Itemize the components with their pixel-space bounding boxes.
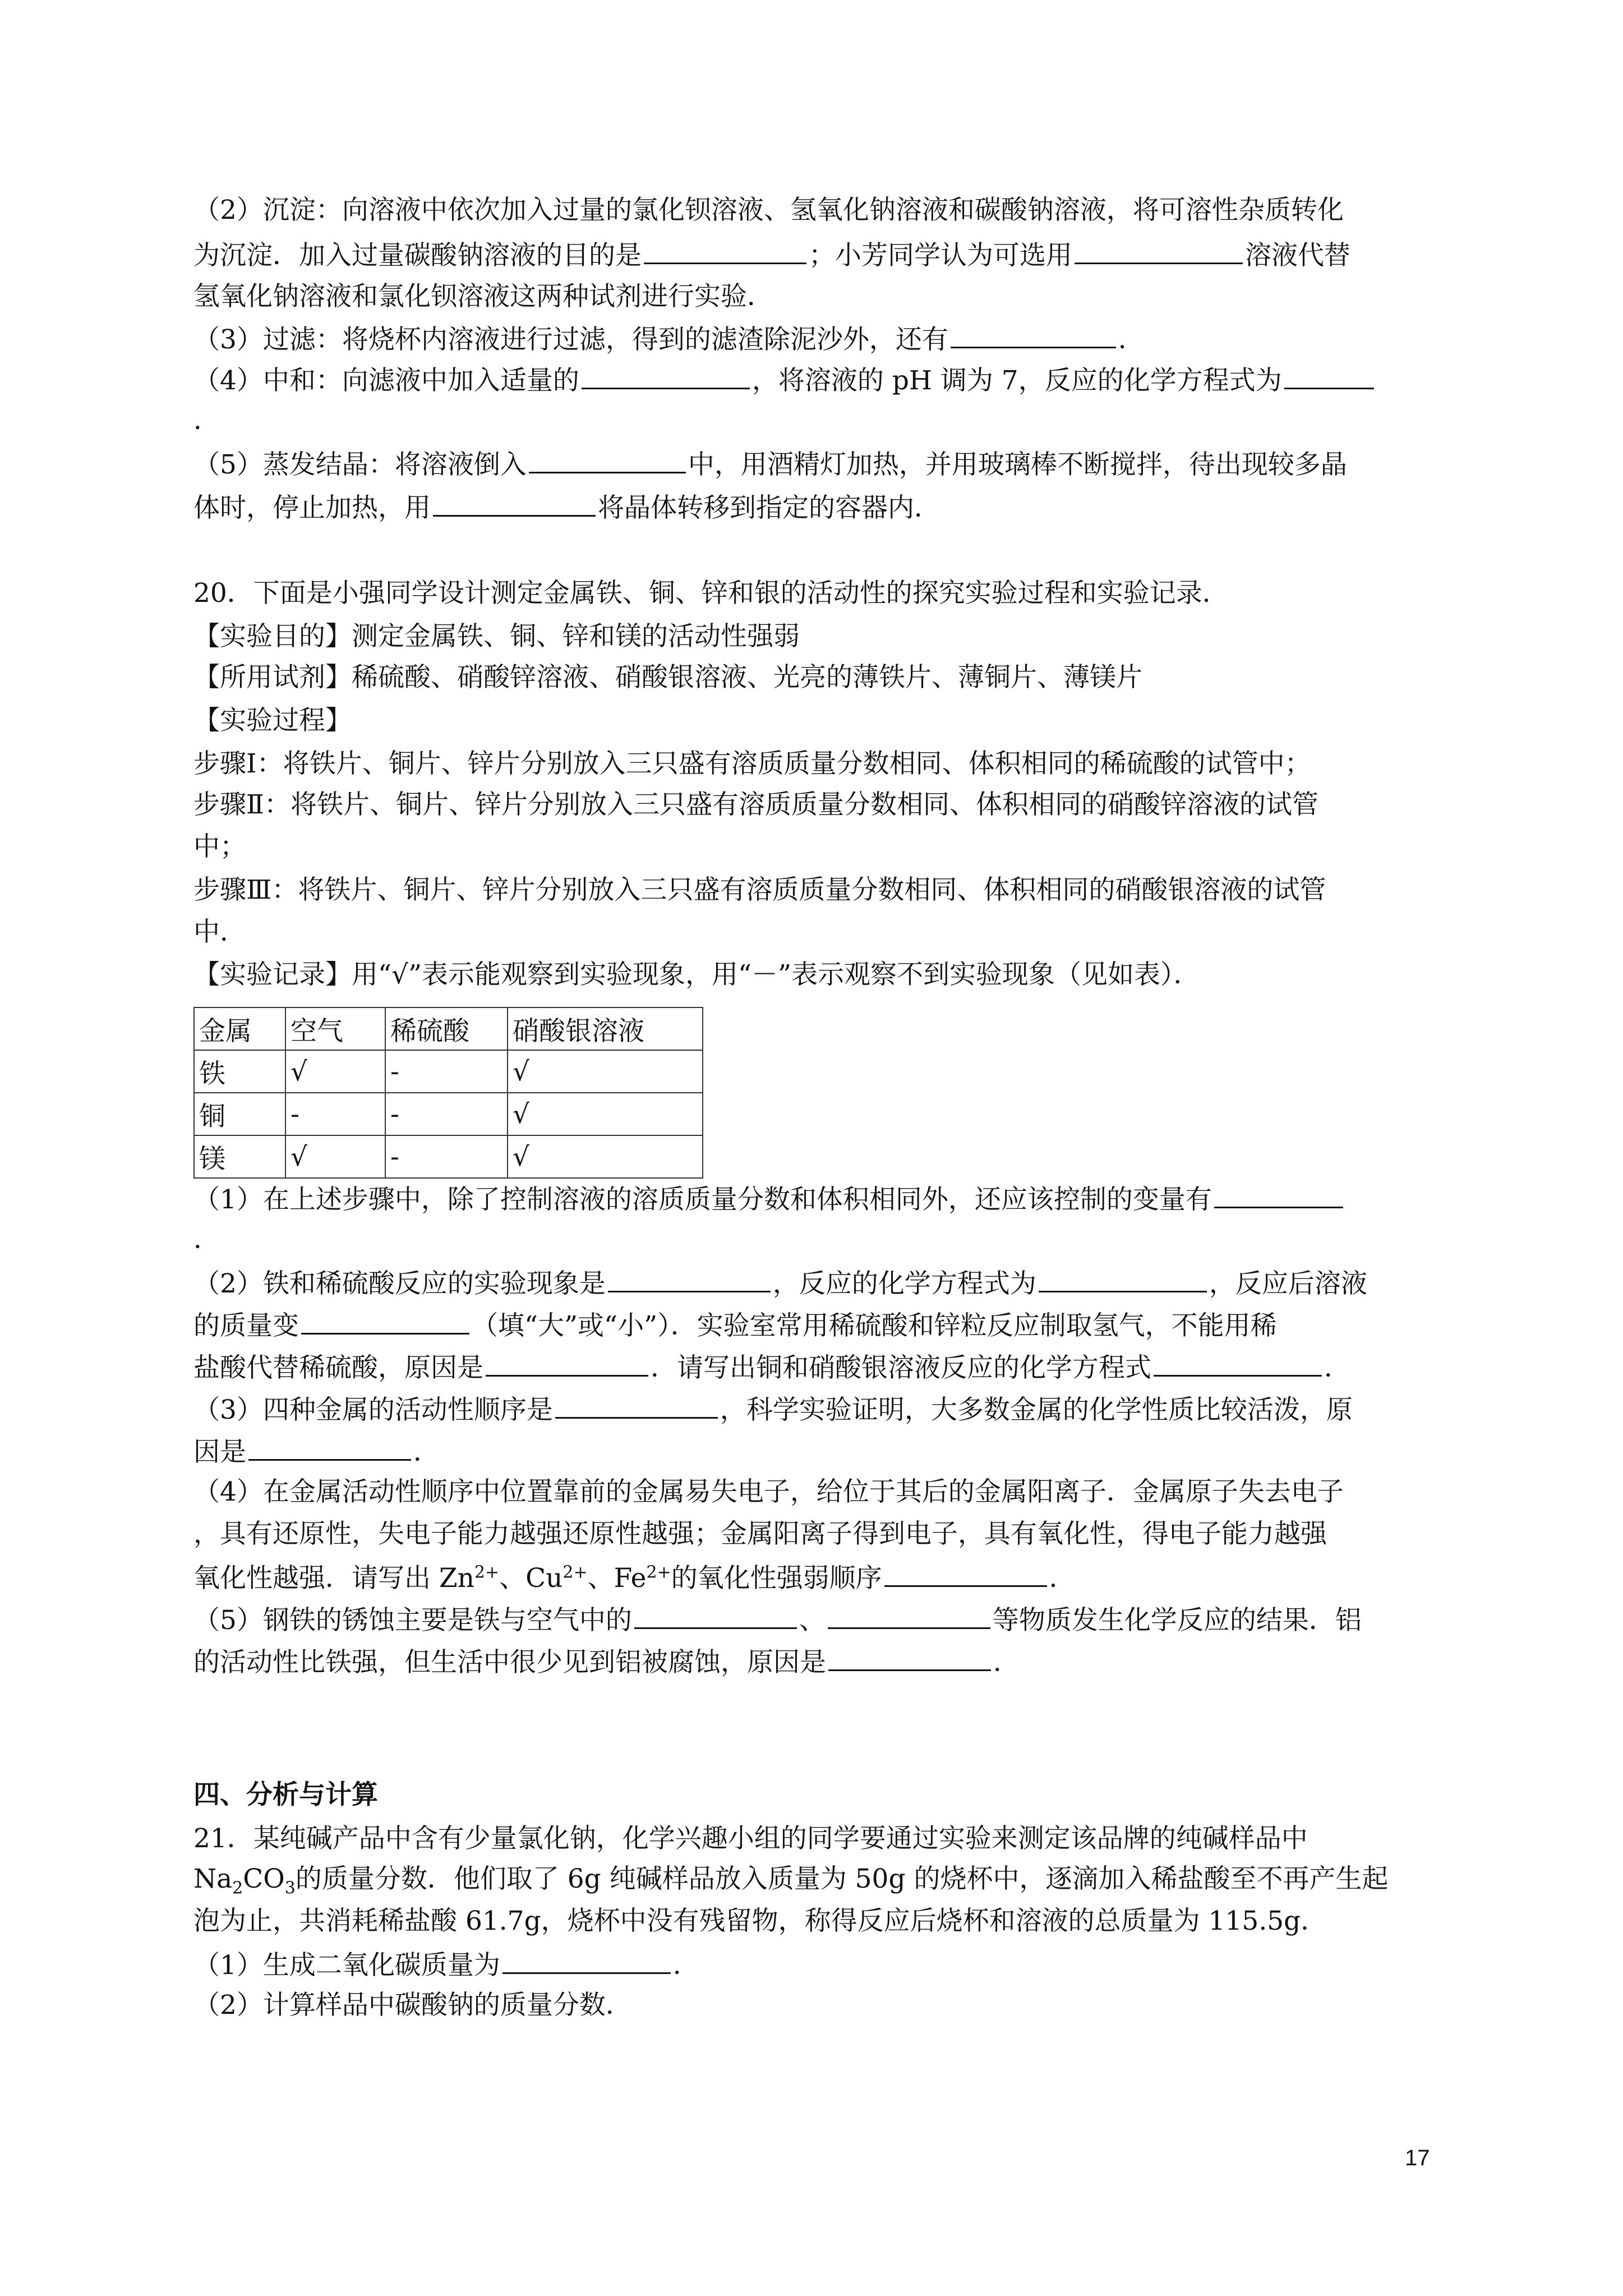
table-row <box>194 1135 703 1178</box>
q19-text: ． <box>1118 324 1145 355</box>
q20-part2-line2 <box>193 1307 1277 1343</box>
answer-blank[interactable] <box>634 1602 797 1629</box>
answer-blank[interactable] <box>1214 1181 1343 1208</box>
q20-step3 <box>193 873 1326 907</box>
table-cell: 铜 <box>194 1093 285 1135</box>
q20-step1 <box>193 747 1311 781</box>
answer-blank[interactable] <box>248 1433 411 1461</box>
table-cell: √ <box>285 1135 385 1178</box>
page-number: 17 <box>1405 2146 1430 2170</box>
q20-intro <box>193 577 1229 610</box>
table-header-cell: 稀硫酸 <box>385 1007 508 1050</box>
copper-ion: Cu <box>525 1563 563 1594</box>
q21-intro <box>193 1822 1308 1856</box>
iron-ion: Fe <box>614 1563 647 1594</box>
carbonate-symbol: CO <box>243 1864 285 1894</box>
q20-part2 <box>193 1265 1367 1301</box>
table-cell: - <box>385 1093 508 1135</box>
table-cell: √ <box>508 1093 703 1135</box>
ion-charge: 2+ <box>646 1562 671 1582</box>
q20-step1-text: 步骤Ⅰ：将铁片、铜片、锌片分别放入三只盛有溶质质量分数相同、体积相同的稀硫酸的试管中； <box>193 748 1311 779</box>
q20-part1-cont <box>193 1223 220 1257</box>
q20-part1-text: （1）在上述步骤中，除了控制溶液的溶质质量分数和体积相同外，还应该控制的变量有 <box>193 1184 1212 1215</box>
q20-record <box>193 958 1200 992</box>
ion-charge: 2+ <box>474 1562 500 1582</box>
q20-intro-text: 20．下面是小强同学设计测定金属铁、铜、锌和银的活动性的探究实验过程和实验记录． <box>193 578 1229 609</box>
q19-text: 中，用酒精灯加热，并用玻璃棒不断搅拌，待出现较多晶 <box>688 449 1347 480</box>
answer-blank[interactable] <box>433 489 596 517</box>
answer-blank[interactable] <box>884 1559 1047 1587</box>
q20-part5-text: （5）钢铁的锈蚀主要是铁与空气中的 <box>193 1605 632 1636</box>
table-header-row <box>194 1007 703 1050</box>
answer-blank[interactable] <box>1075 237 1243 264</box>
q20-part5-line2 <box>193 1644 1020 1680</box>
q21-text: 21．某纯碱产品中含有少量氯化钠，化学兴趣小组的同学要通过实验来测定该品牌的纯碱样品中 <box>193 1823 1308 1854</box>
q20-step2 <box>193 788 1318 822</box>
table-header-cell: 金属 <box>194 1007 285 1050</box>
q20-step3-cont <box>193 915 246 949</box>
q19-text: 体时，停止加热，用 <box>193 493 431 523</box>
q20-part4 <box>193 1475 1344 1509</box>
q19-line-4 <box>193 321 1145 357</box>
q21-text: 的质量分数．他们取了 6g 纯碱样品放入质量为 50g 的烧杯中，逐滴加入稀盐酸至不再产生起 <box>295 1864 1389 1894</box>
q19-part2-text: （2）沉淀：向溶液中依次加入过量的氯化钡溶液、氢氧化钠溶液和碳酸钠溶液，将可溶性杂质转化 <box>193 195 1344 226</box>
answer-blank[interactable] <box>828 1644 991 1671</box>
q20-text: 的质量变 <box>193 1310 299 1341</box>
answer-blank[interactable] <box>502 1947 671 1974</box>
q19-text: ． <box>193 405 220 436</box>
q19-text: ；小芳同学认为可选用 <box>809 240 1072 271</box>
q20-text: 盐酸代替稀硫酸，原因是 <box>193 1352 483 1383</box>
q20-text: ． <box>193 1224 220 1255</box>
answer-blank[interactable] <box>1154 1349 1322 1377</box>
table-cell: - <box>285 1093 385 1135</box>
zinc-ion: Zn <box>439 1563 474 1594</box>
subscript: 3 <box>284 1878 296 1898</box>
q20-purpose <box>193 620 800 654</box>
q19-text: 为沉淀．加入过量碳酸钠溶液的目的是 <box>193 240 642 271</box>
q20-text: 、 <box>499 1563 526 1594</box>
q19-text: 溶液代替 <box>1245 240 1350 271</box>
q20-purpose-text: 【实验目的】测定金属铁、铜、锌和镁的活动性强弱 <box>193 621 800 652</box>
table-cell: 镁 <box>194 1135 285 1178</box>
q20-text: （填“大”或“小”）．实验室常用稀硫酸和锌粒反应制取氢气，不能用稀 <box>472 1310 1277 1341</box>
q21-part2 <box>193 1989 632 2022</box>
q20-text: 、 <box>799 1605 826 1636</box>
answer-blank[interactable] <box>1284 362 1374 389</box>
q21-text: 泡为止，共消耗稀盐酸 61.7g，烧杯中没有残留物，称得反应后烧杯和溶液的总质量为 115.5g． <box>193 1906 1327 1936</box>
q19-line-6 <box>193 404 220 438</box>
q21-line3 <box>193 1904 1327 1938</box>
answer-blank[interactable] <box>555 1391 718 1419</box>
q19-part3-text: （3）过滤：将烧杯内溶液进行过滤，得到的滤渣除泥沙外，还有 <box>193 324 948 355</box>
q20-text: ，科学实验证明，大多数金属的化学性质比较活泼，原 <box>720 1395 1353 1425</box>
q20-text: ，具有还原性，失电子能力越强还原性越强；金属阳离子得到电子，具有氧化性，得电子能力越强 <box>193 1519 1327 1549</box>
q20-text: 的氧化性强弱顺序 <box>671 1563 882 1594</box>
answer-blank[interactable] <box>582 362 750 389</box>
table-row <box>194 1050 703 1093</box>
q20-part3-text: （3）四种金属的活动性顺序是 <box>193 1395 553 1425</box>
q21-line2 <box>193 1862 1388 1896</box>
sodium-symbol: Na <box>193 1864 233 1894</box>
q20-step2-text: 步骤Ⅱ：将铁片、铜片、锌片分别放入三只盛有溶质质量分数相同、体积相同的硝酸锌溶液的试管 <box>193 789 1318 820</box>
q21-part1-text: （1）生成二氧化碳质量为 <box>193 1950 500 1981</box>
subscript: 2 <box>232 1878 243 1898</box>
q19-line-3 <box>193 280 773 314</box>
q21-text: ． <box>672 1950 699 1981</box>
q21-part2-text: （2）计算样品中碳酸钠的质量分数． <box>193 1990 632 2021</box>
q20-part4-line3 <box>193 1559 1076 1595</box>
q20-text: 、 <box>587 1563 614 1594</box>
q19-line-8 <box>193 489 940 525</box>
q20-text: ． <box>993 1647 1020 1678</box>
answer-blank[interactable] <box>1039 1265 1207 1292</box>
q20-part1 <box>193 1181 1345 1217</box>
q20-text: 因是 <box>193 1437 246 1467</box>
answer-blank[interactable] <box>486 1349 648 1377</box>
q19-text: 将晶体转移到指定的容器内． <box>598 493 940 523</box>
q20-text: 的活动性比铁强，但生活中很少见到铝被腐蚀，原因是 <box>193 1647 826 1678</box>
table-cell: - <box>385 1135 508 1178</box>
q20-reagents-text: 【所用试剂】稀硫酸、硝酸锌溶液、硝酸银溶液、光亮的薄铁片、薄铜片、薄镁片 <box>193 662 1142 693</box>
q20-text: ，反应的化学方程式为 <box>772 1268 1036 1299</box>
q20-part2-line3 <box>193 1349 1350 1385</box>
table-cell: √ <box>508 1135 703 1178</box>
table-cell: √ <box>285 1050 385 1093</box>
q20-process <box>193 704 352 738</box>
q20-part2-text: （2）铁和稀硫酸反应的实验现象是 <box>193 1268 606 1299</box>
q19-text: 氢氧化钠溶液和氯化钡溶液这两种试剂进行实验． <box>193 281 773 312</box>
table-cell: - <box>385 1050 508 1093</box>
table-cell: √ <box>508 1050 703 1093</box>
q20-text: 等物质发生化学反应的结果．铝 <box>992 1605 1362 1636</box>
q19-line-1 <box>193 194 1344 227</box>
q20-step2-cont <box>193 830 246 864</box>
q19-line-7 <box>193 446 1347 482</box>
q20-process-text: 【实验过程】 <box>193 705 352 736</box>
answer-blank[interactable] <box>951 321 1116 348</box>
answer-blank[interactable] <box>644 237 806 264</box>
q20-text: ． <box>1049 1563 1076 1594</box>
answer-blank[interactable] <box>608 1265 771 1292</box>
q19-part4-text: （4）中和：向滤液中加入适量的 <box>193 365 579 396</box>
section-title <box>193 1778 378 1812</box>
q20-part3 <box>193 1391 1353 1427</box>
table-row <box>194 1093 703 1135</box>
ion-charge: 2+ <box>562 1562 588 1582</box>
answer-blank[interactable] <box>529 446 686 473</box>
q20-step2-text: 中； <box>193 831 246 862</box>
answer-blank[interactable] <box>828 1602 990 1629</box>
table-header-cell: 硝酸银溶液 <box>508 1007 703 1050</box>
q20-part5 <box>193 1602 1362 1637</box>
q20-part4-line2 <box>193 1517 1327 1551</box>
q20-step3-text: 中． <box>193 917 246 947</box>
q20-text: ． <box>1324 1352 1350 1383</box>
q19-text: ，将溶液的 pH 调为 7，反应的化学方程式为 <box>751 365 1282 396</box>
experiment-record-table <box>193 1007 703 1179</box>
q20-text: ，反应后溶液 <box>1209 1268 1367 1299</box>
q20-text: ．请写出铜和硝酸银溶液反应的化学方程式 <box>651 1352 1151 1383</box>
answer-blank[interactable] <box>301 1307 469 1335</box>
q21-part1 <box>193 1947 699 1982</box>
q20-text: ． <box>413 1437 440 1467</box>
q20-part4-text: （4）在金属活动性顺序中位置靠前的金属易失电子，给位于其后的金属阳离子．金属原子失去电子 <box>193 1476 1344 1507</box>
q20-record-text: 【实验记录】用“√”表示能观察到实验现象，用“－”表示观察不到实验现象（见如表）． <box>193 959 1200 990</box>
table-cell: 铁 <box>194 1050 285 1093</box>
q19-line-5 <box>193 362 1376 398</box>
q19-line-2 <box>193 237 1350 273</box>
q20-part3-line2 <box>193 1433 440 1469</box>
q20-step3-text: 步骤Ⅲ：将铁片、铜片、锌片分别放入三只盛有溶质质量分数相同、体积相同的硝酸银溶液的试管 <box>193 875 1326 905</box>
section-title-text: 四、分析与计算 <box>193 1779 378 1810</box>
q20-text: 氧化性越强．请写出 <box>193 1563 439 1594</box>
table-header-cell: 空气 <box>285 1007 385 1050</box>
q19-part5-text: （5）蒸发结晶：将溶液倒入 <box>193 449 527 480</box>
q20-reagents <box>193 661 1142 694</box>
